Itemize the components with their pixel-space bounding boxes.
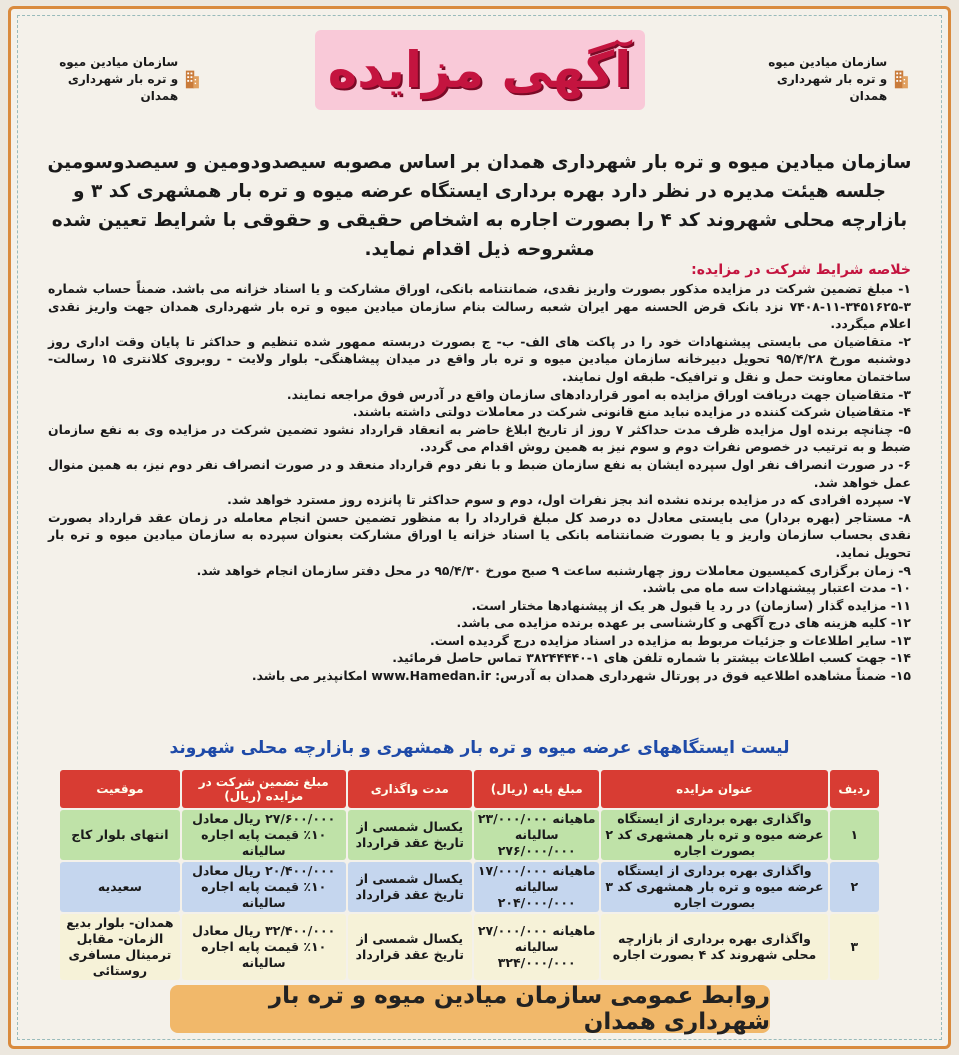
header-cell: مدت واگذاری bbox=[348, 770, 472, 808]
table-row bbox=[60, 810, 879, 860]
condition-item: ۵- چنانچه برنده اول مزایده ظرف مدت حداکثر ۷ روز از تاریخ ابلاغ حاضر به انعقاد قرارداد نشود تضمین شرکت در مزایده وی به نفع سازمان ضبط و به ترتیب در خصوص نفرات دوم و سوم نیز به همین روش اقدام می گردد. bbox=[48, 421, 911, 455]
condition-item: ۹- زمان برگزاری کمیسیون معاملات روز چهارشنبه ساعت ۹ صبح مورخ ۹۵/۴/۳۰ در محل دفتر سازمان انجام خواهد شد. bbox=[196, 562, 911, 578]
auction-title: واگذاری بهره برداری از بازارچه محلی شهروند کد ۴ بصورت اجاره bbox=[601, 914, 827, 980]
condition-item: ۱۴- جهت کسب اطلاعات بیشتر با شماره تلفن های ۱-۳۸۲۴۴۴۴۰ تماس حاصل فرمائید. bbox=[392, 650, 911, 666]
deposit-amount: ۲۰/۴۰۰/۰۰۰ ریال معادل ۱۰٪ قیمت پایه اجاره سالیانه bbox=[182, 862, 346, 912]
footer-banner bbox=[170, 985, 770, 1033]
row-number: ۳ bbox=[830, 914, 879, 980]
notice-title: آگهی مزایده bbox=[327, 41, 632, 99]
stations-table bbox=[58, 768, 881, 982]
lease-duration: یکسال شمسی از تاریخ عقد قرارداد bbox=[348, 810, 472, 860]
row-number: ۱ bbox=[830, 810, 879, 860]
header bbox=[30, 22, 929, 132]
condition-item: ۱۱- مزایده گذار (سازمان) در رد یا قبول هر یک از پیشنهادها مختار است. bbox=[471, 597, 911, 613]
table-header-row bbox=[60, 770, 879, 808]
conditions-title: خلاصه شرایط شرکت در مزایده: bbox=[691, 262, 911, 278]
location: انتهای بلوار کاج bbox=[60, 810, 180, 860]
condition-item: ۱۲- کلیه هزینه های درج آگهی و کارشناسی بر عهده برنده مزایده می باشد. bbox=[456, 615, 911, 631]
lease-duration: یکسال شمسی از تاریخ عقد قرارداد bbox=[348, 914, 472, 980]
table-row bbox=[60, 914, 879, 980]
header-cell: عنوان مزایده bbox=[601, 770, 827, 808]
deposit-amount: ۲۷/۶۰۰/۰۰۰ ریال معادل ۱۰٪ قیمت پایه اجاره سالیانه bbox=[182, 810, 346, 860]
building-logo-icon bbox=[184, 55, 200, 103]
footer-text: روابط عمومی سازمان میادین میوه و تره بار شهرداری همدان bbox=[268, 983, 770, 1035]
condition-item: ۷- سپرده افرادی که در مزایده برنده نشده اند بجز نفرات اول، دوم و سوم حداکثر تا پانزده روز مسترد خواهد شد. bbox=[227, 492, 911, 508]
row-number: ۲ bbox=[830, 862, 879, 912]
table-row bbox=[60, 862, 879, 912]
intro-paragraph: سازمان میادین میوه و تره بار شهرداری همدان بر اساس مصوبه سیصدودومین و سیصدوسومین جلسه هیئت مدیره در نظر دارد بهره برداری ایستگاه عرضه میوه و تره بار همشهری کد ۳ و بازارچه محلی شهروند کد ۴ را بصورت اجاره به اشخاص حقیقی و حقوقی با شرایط تعیین شده مشروحه ذیل اقدام نماید. bbox=[47, 152, 912, 260]
header-cell: مبلغ تضمین شرکت در مزایده (ریال) bbox=[182, 770, 346, 808]
header-cell: ردیف bbox=[830, 770, 879, 808]
condition-item: ۱۵- ضمناً مشاهده اطلاعیه فوق در پورتال شهرداری همدان به آدرس: www.Hamedan.ir امکانپذیر می باشد. bbox=[251, 668, 911, 684]
location: همدان- بلوار بدیع الزمان- مقابل ترمینال مسافری روستائی bbox=[60, 914, 180, 980]
condition-item: ۱۳- سایر اطلاعات و جزئیات مربوط به مزایده در اسناد مزایده درج گردیده است. bbox=[429, 632, 911, 648]
condition-item: ۱۰- مدت اعتبار پیشنهادات سه ماه می باشد. bbox=[642, 580, 911, 596]
building-logo-icon bbox=[893, 55, 909, 103]
logo-right bbox=[759, 44, 909, 114]
condition-item: ۶- در صورت انصراف نفر اول سپرده ایشان به نفع سازمان ضبط و با نفر دوم قرارداد منعقد و در صورت انصراف نفر دوم نیز، به همین منوال عمل خواهد شد. bbox=[48, 456, 911, 490]
logo-right-text: سازمان میادین میوه و تره بار شهرداری همدان bbox=[768, 54, 888, 103]
condition-item: ۲- متقاضیان می بایستی پیشنهادات خود را در پاکت های الف- ب- ج بصورت دربسته ممهور شده تنظیم و حداکثر تا پایان وقت اداری روز دوشنبه مورخ ۹۵/۴/۲۸ تحویل دبیرخانه سازمان میادین میوه و تره بار واقع در میدان پیشاهنگی- بلوار ولایت - روبروی کلانتری ۱۵ رسالت- ساختمان معاونت حمل و نقل و ترافیک- طبقه اول نمایند. bbox=[48, 333, 911, 384]
base-price: ماهیانه ۲۳/۰۰۰/۰۰۰ سالیانه ۲۷۶/۰۰۰/۰۰۰ bbox=[474, 810, 599, 860]
logo-left-text: سازمان میادین میوه و تره بار شهرداری همدان bbox=[59, 54, 179, 103]
logo-left bbox=[50, 44, 200, 114]
header-cell: موقعیت bbox=[60, 770, 180, 808]
base-price: ماهیانه ۱۷/۰۰۰/۰۰۰ سالیانه ۲۰۴/۰۰۰/۰۰۰ bbox=[474, 862, 599, 912]
auction-title: واگذاری بهره برداری از ایستگاه عرضه میوه و تره بار همشهری کد ۲ بصورت اجاره bbox=[601, 810, 827, 860]
condition-item: ۳- متقاضیان جهت دریافت اوراق مزایده به امور قراردادهای سازمان واقع در آدرس فوق مراجعه نمایند. bbox=[286, 386, 911, 402]
deposit-amount: ۳۲/۴۰۰/۰۰۰ ریال معادل ۱۰٪ قیمت پایه اجاره سالیانه bbox=[182, 914, 346, 980]
base-price: ماهیانه ۲۷/۰۰۰/۰۰۰ سالیانه ۳۲۴/۰۰۰/۰۰۰ bbox=[474, 914, 599, 980]
conditions-list bbox=[48, 280, 911, 685]
lease-duration: یکسال شمسی از تاریخ عقد قرارداد bbox=[348, 862, 472, 912]
location: سعیدیه bbox=[60, 862, 180, 912]
list-title: لیست ایستگاههای عرضه میوه و تره بار همشهری و بازارچه محلی شهروند bbox=[169, 738, 790, 758]
condition-item: ۱- مبلغ تضمین شرکت در مزایده مذکور بصورت واریز نقدی، ضمانتنامه بانکی، اوراق مشارکت و یا اسناد خزانه می باشد. ضمناً حساب شماره ۳-۳۴۵۱۶۲۵-۱۱-۷۴۰۸ نزد بانک قرض الحسنه مهر ایران شعبه رسالت بنام سازمان میادین میوه و تره بار شهرداری همدان جهت واریز نقدی اعلام میگردد. bbox=[48, 281, 911, 332]
condition-item: ۸- مستاجر (بهره بردار) می بایستی معادل ده درصد کل مبلغ قرارداد را به منظور تضمین حسن انجام معامله در زمان عقد قرارداد بصورت نقدی بحساب سازمان واریز و یا بصورت ضمانتنامه بانکی یا اسناد خزانه یا اوراق مشارکت بعنوان سپرده به سازمان میادین میوه و تره بار تحویل نماید. bbox=[48, 509, 911, 560]
header-cell: مبلغ پایه (ریال) bbox=[474, 770, 599, 808]
title-box bbox=[315, 30, 645, 110]
auction-title: واگذاری بهره برداری از ایستگاه عرضه میوه و تره بار همشهری کد ۳ بصورت اجاره bbox=[601, 862, 827, 912]
condition-item: ۴- متقاضیان شرکت کننده در مزایده نباید منع قانونی شرکت در معاملات دولتی داشته باشند. bbox=[352, 404, 911, 420]
